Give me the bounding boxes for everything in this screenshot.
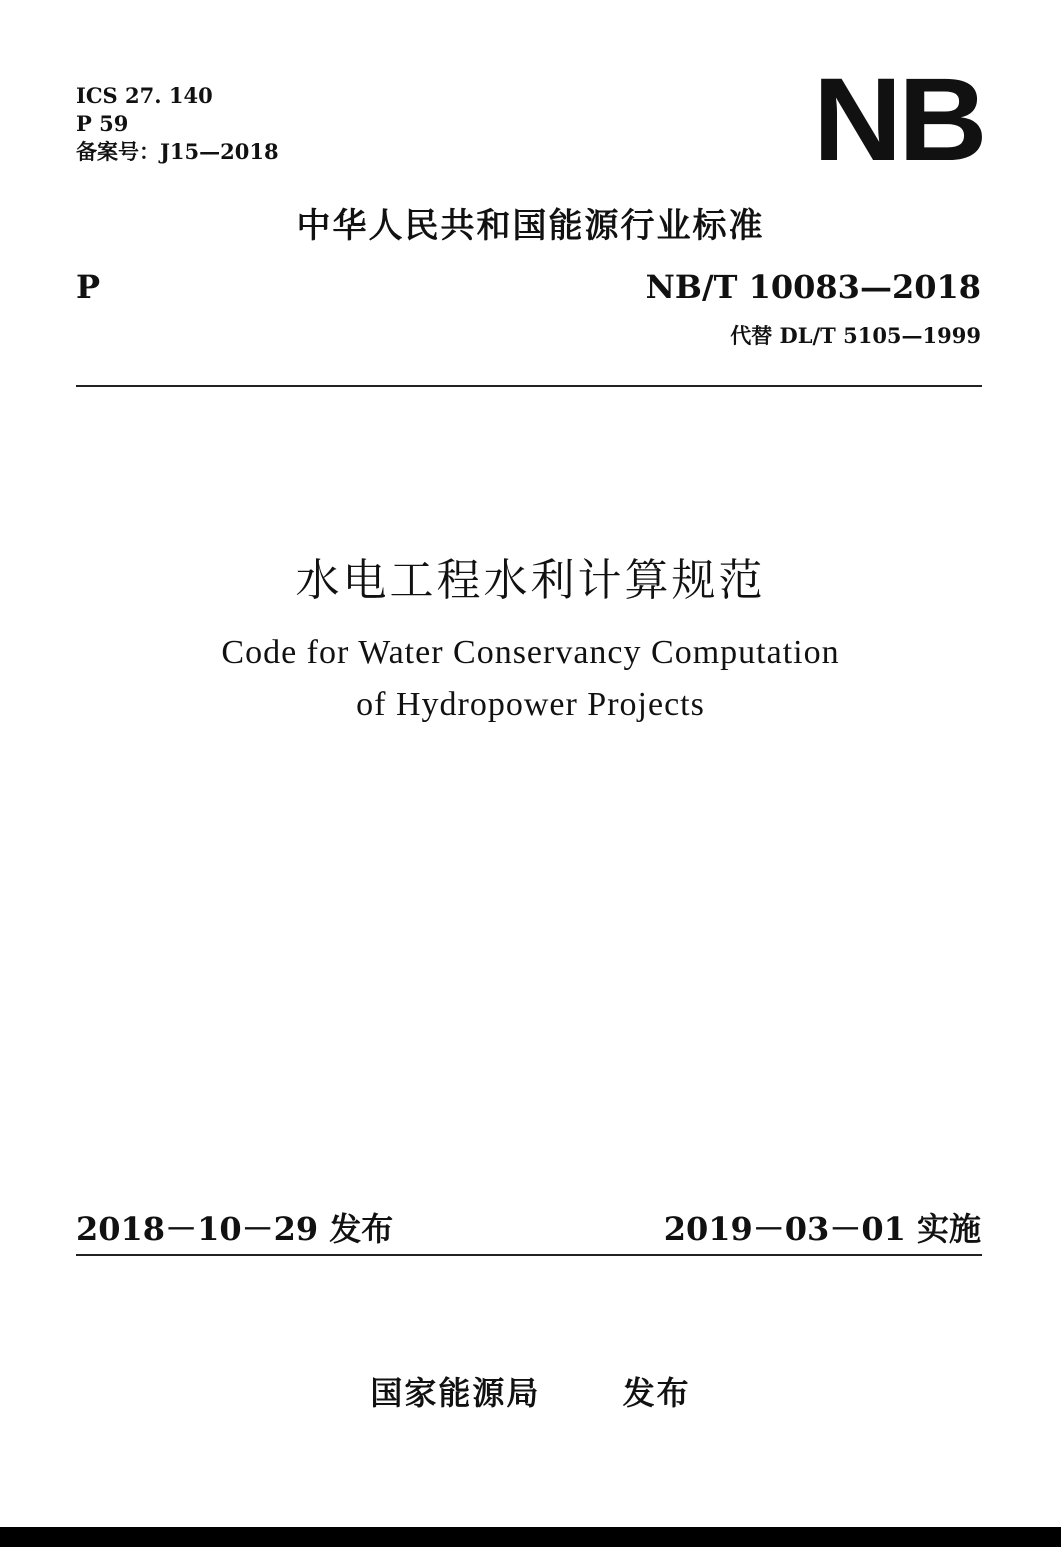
metadata-block [76,82,279,166]
classification-code: P [76,268,101,306]
ics-code: ICS 27. 140 [76,83,213,108]
issuer-organization: 国家能源局 [370,1374,541,1412]
filing-number: 备案号：J15—2018 [76,139,279,164]
title-english-line1: Code for Water Conservancy Computation [221,634,840,671]
issuer-line [0,1368,1061,1414]
header-divider [76,385,982,387]
effective-date: 2019－03－01 实施 [663,1210,981,1248]
scan-bottom-edge [0,1527,1061,1547]
title-english-line2: of Hydropower Projects [356,686,705,723]
issue-date: 2018－10－29 发布 [76,1210,394,1248]
standard-number: NB/T 10083—2018 [645,268,981,306]
industry-standard-heading: 中华人民共和国能源行业标准 [296,206,765,246]
issuer-action: 发布 [622,1374,691,1412]
title-chinese: 水电工程水利计算规范 [295,555,766,606]
ccs-code: P 59 [76,111,129,136]
footer-divider [76,1254,982,1256]
replaces-standard: 代替 DL/T 5105—1999 [730,323,981,348]
nb-logo: NB [812,54,983,186]
